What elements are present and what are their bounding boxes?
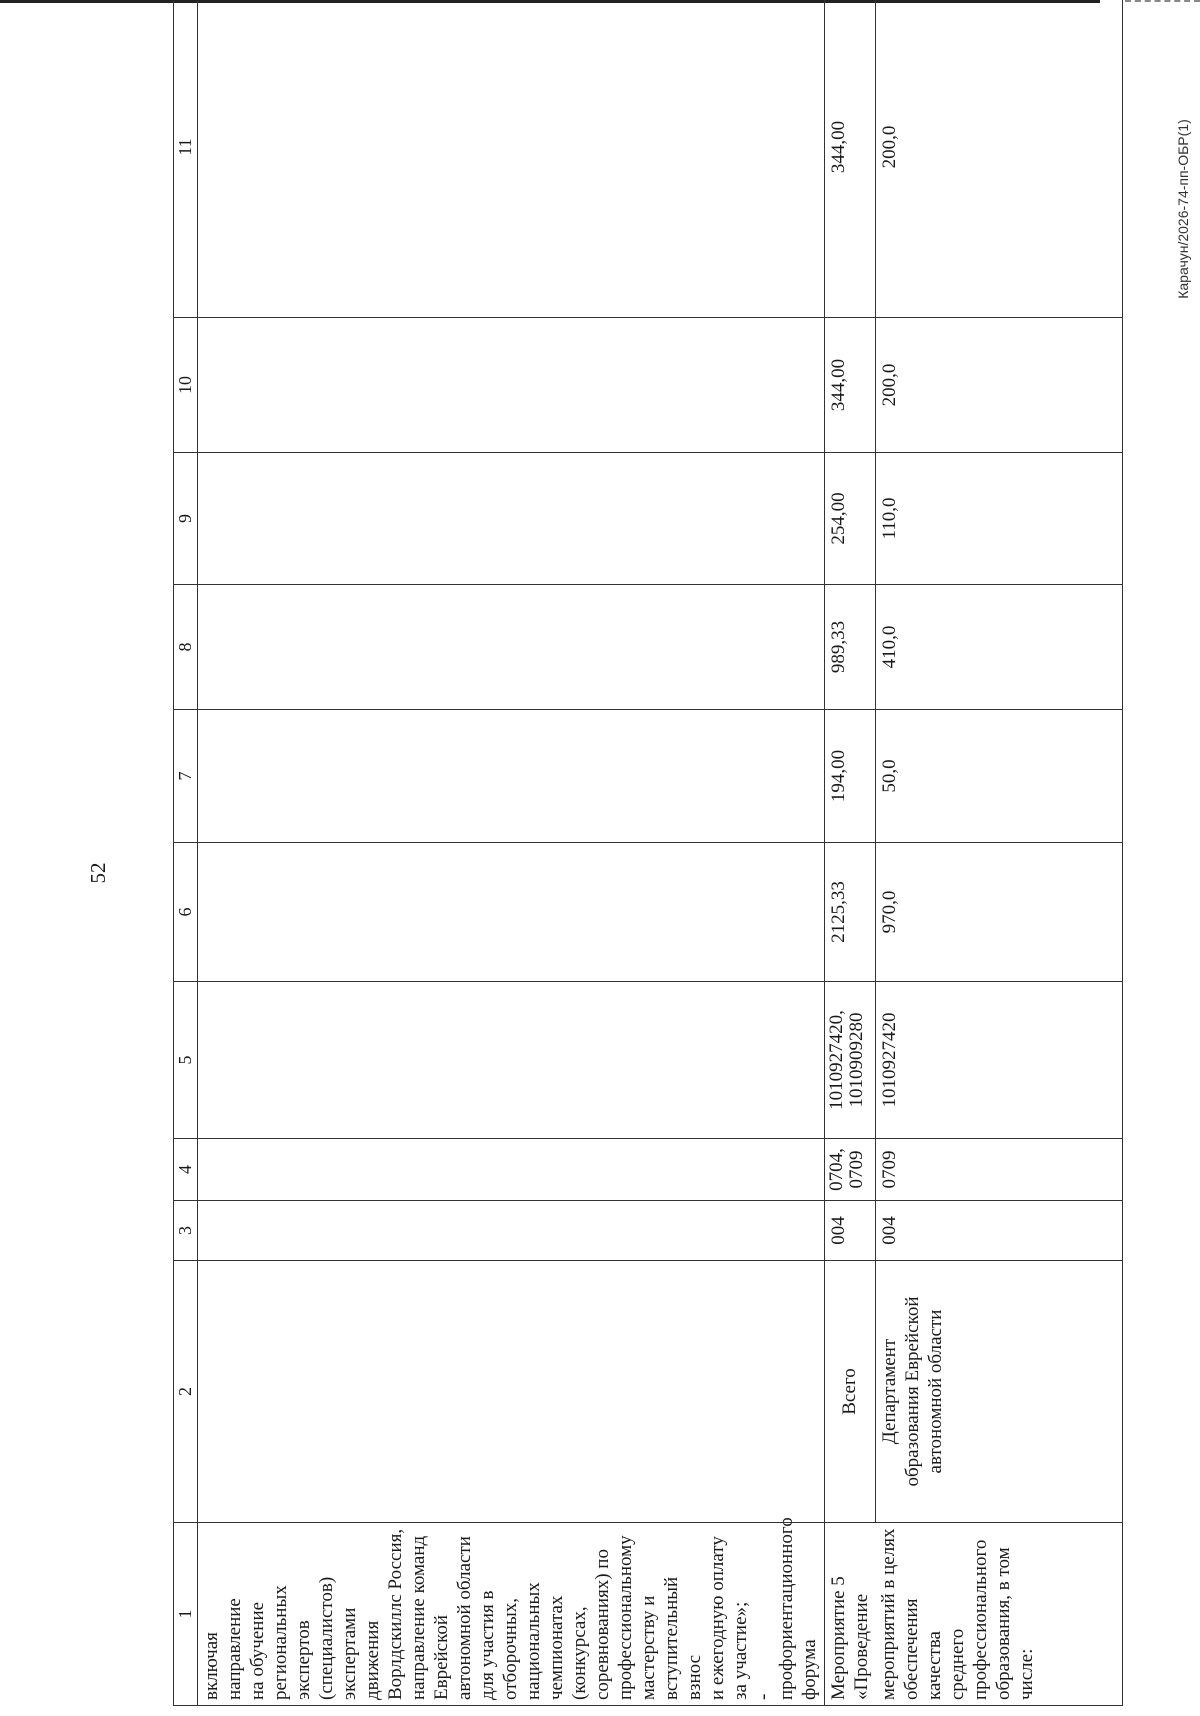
- empty-cell: [198, 982, 825, 1139]
- header-cell: 5: [174, 982, 198, 1139]
- table-row-continuation: [198, 0, 825, 1706]
- grbs-code: 004: [875, 1201, 1122, 1261]
- recipient-department: Департамент образования Еврейской автономной области: [875, 1261, 1122, 1523]
- amount-year: 344,00: [824, 318, 875, 453]
- amount-total: 970,0: [875, 843, 1122, 982]
- section-code: 0709: [875, 1139, 1122, 1201]
- empty-cell: [198, 710, 825, 843]
- amount-year: 989,33: [824, 585, 875, 710]
- amount-year: 110,0: [875, 453, 1122, 585]
- empty-cell: [198, 1139, 825, 1201]
- section-code: 0704, 0709: [824, 1139, 875, 1201]
- header-cell: 9: [174, 453, 198, 585]
- row-description: мероприятий в целях обеспечения качества среднего профессионального образования, в том числе:: [875, 1523, 1122, 1706]
- empty-cell: [198, 843, 825, 982]
- grbs-code: 004: [824, 1201, 875, 1261]
- header-cell: 1: [174, 1523, 198, 1706]
- budget-table: [173, 0, 1123, 1706]
- page-number: 52: [86, 862, 110, 884]
- header-cell: 4: [174, 1139, 198, 1201]
- header-cell: 11: [174, 0, 198, 318]
- amount-year: 410,0: [875, 585, 1122, 710]
- empty-cell: [198, 318, 825, 453]
- header-cell: 7: [174, 710, 198, 843]
- amount-year: 200,0: [875, 318, 1122, 453]
- target-article: 1010927420, 1010909280: [824, 982, 875, 1139]
- budget-table-rotated: [173, 37, 1123, 1706]
- top-edge-dash: [1125, 0, 1200, 2]
- row-description: включая направление на обучение региональных экспертов (специалистов) экспертами движения Ворлдскиллс Россия, направление команд Еврейской автономной области для участия в отборочных, национальных чемпионатах (конкурсах, соревнованиях) по профессиональному мастерству и вступительный взнос и ежегодную оплату за участие»; - профориентационного форума: [198, 1523, 825, 1706]
- amount-year: 50,0: [875, 710, 1122, 843]
- amount-total: 2125,33: [824, 843, 875, 982]
- target-article: 1010927420: [875, 982, 1122, 1139]
- amount-year: 344,00: [824, 0, 875, 318]
- header-cell: 2: [174, 1261, 198, 1523]
- document-code: Карачун/2026-74-пп-ОБР(1): [1175, 119, 1191, 299]
- amount-year: 200,0: [875, 0, 1122, 318]
- table-row-department: [875, 0, 1122, 1706]
- header-cell: 8: [174, 585, 198, 710]
- header-cell: 10: [174, 318, 198, 453]
- empty-cell: [198, 1261, 825, 1523]
- empty-cell: [198, 453, 825, 585]
- recipient-total: Всего: [824, 1261, 875, 1523]
- row-title: Мероприятие 5 «Проведение: [824, 1523, 875, 1706]
- table-row-total: [824, 0, 875, 1706]
- empty-cell: [198, 0, 825, 318]
- header-cell: 3: [174, 1201, 198, 1261]
- amount-year: 194,00: [824, 710, 875, 843]
- empty-cell: [198, 1201, 825, 1261]
- amount-year: 254,00: [824, 453, 875, 585]
- empty-cell: [198, 585, 825, 710]
- header-cell: 6: [174, 843, 198, 982]
- header-row: [174, 0, 198, 1706]
